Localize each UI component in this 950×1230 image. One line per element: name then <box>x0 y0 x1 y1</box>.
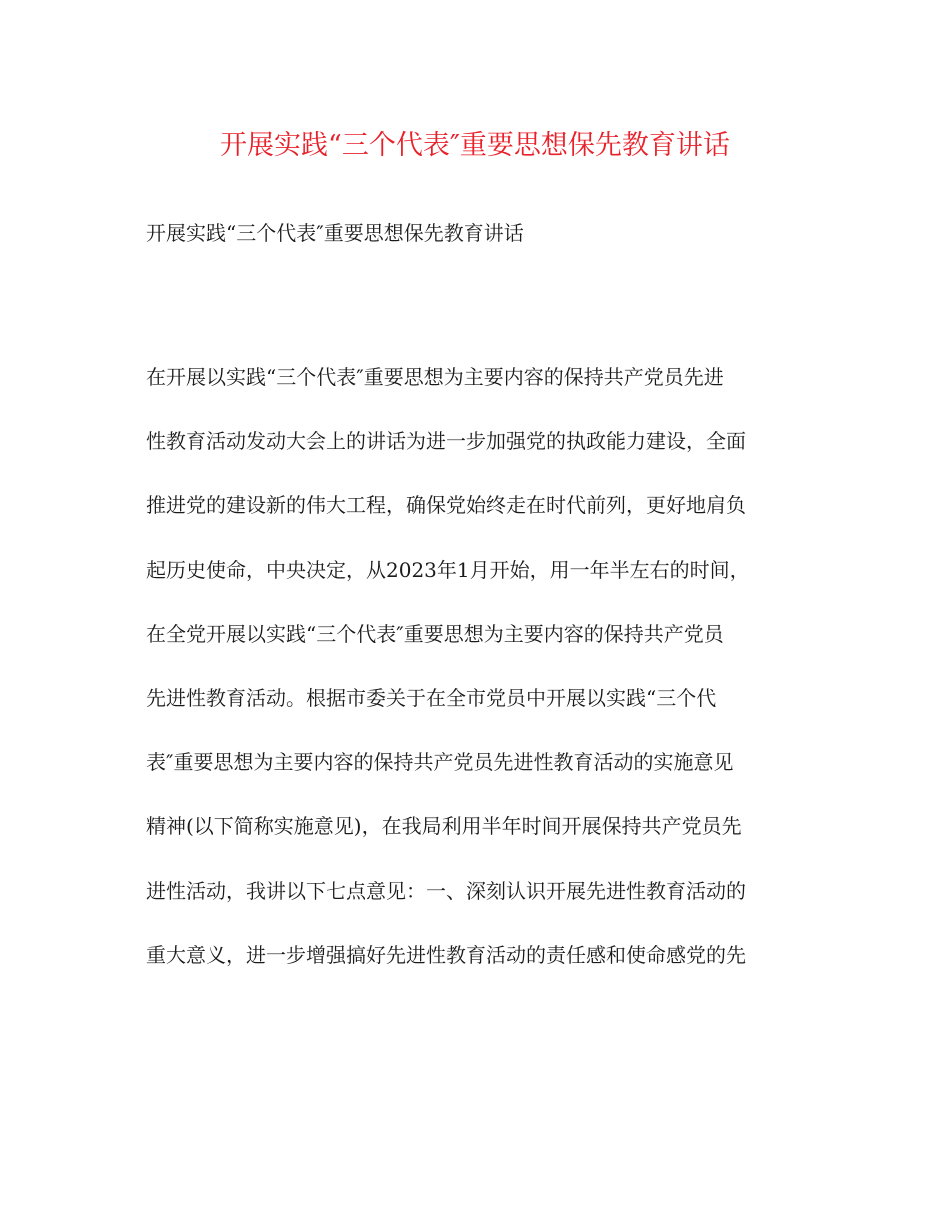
document-title: 开展实践“三个代表″重要思想保先教育讲话 <box>220 130 730 161</box>
body-line: 性教育活动发动大会上的讲话为进一步加强党的执政能力建设，全面 <box>146 429 746 454</box>
body-line: 在全党开展以实践“三个代表″重要思想为主要内容的保持共产党员 <box>146 621 724 646</box>
body-line: 重大意义，进一步增强搞好先进性教育活动的责任感和使命感党的先 <box>146 942 746 967</box>
body-line: 推进党的建设新的伟大工程，确保党始终走在时代前列，更好地肩负 <box>146 493 746 518</box>
body-line: 先进性教育活动。根据市委关于在全市党员中开展以实践“三个代 <box>146 685 717 710</box>
body-line: 精神(以下简称实施意见)，在我局利用半年时间开展保持共产党员先 <box>146 814 742 839</box>
body-line: 表″重要思想为主要内容的保持共产党员先进性教育活动的实施意见 <box>146 750 734 775</box>
body-line: 起历史使命，中央决定，从2023年1月开始，用一年半左右的时间， <box>146 557 750 582</box>
document-body <box>146 360 806 1002</box>
body-line: 在开展以实践“三个代表″重要思想为主要内容的保持共产党员先进 <box>146 365 724 389</box>
body-line: 进性活动，我讲以下七点意见：一、深刻认识开展先进性教育活动的 <box>146 878 746 903</box>
document-subtitle: 开展实践“三个代表″重要思想保先教育讲话 <box>146 221 524 245</box>
